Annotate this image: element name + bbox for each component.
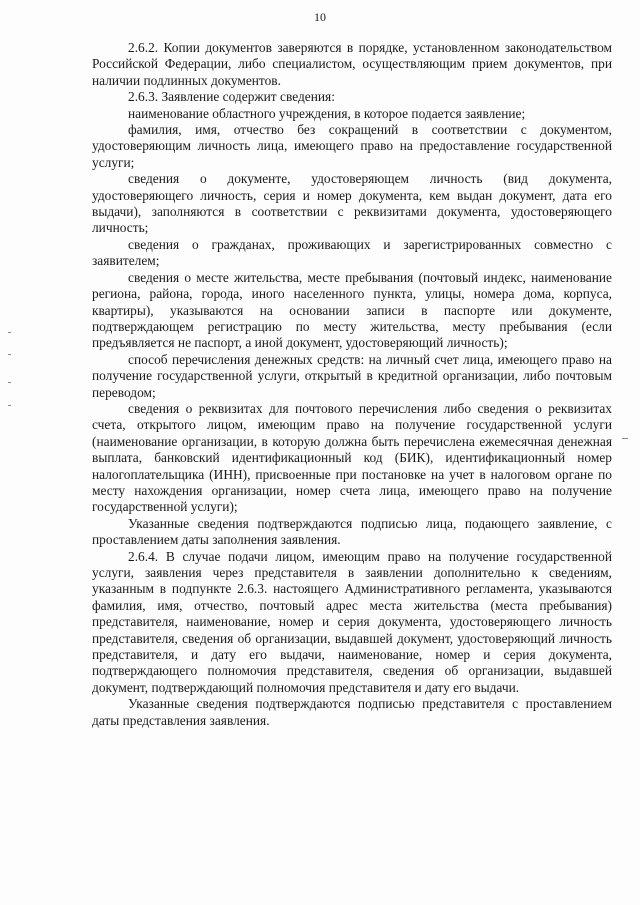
page-number: 10 — [314, 10, 326, 24]
scan-artifact — [8, 354, 11, 355]
scan-artifact — [8, 405, 11, 406]
list-item-institution-name: наименование областного учреждения, в которое подается заявление; — [128, 105, 526, 121]
list-item-identity-document: сведения о документе, удостоверяющем личность (вид документа, удостоверяющего личность, серия и номер документа, кем выдан документ, дата его выдачи), заполняются в соответствии с реквизитами документа, удостоверяющего личность; — [92, 171, 612, 236]
list-item-residence: сведения о месте жительства, месте пребывания (почтовый индекс, наименование региона, района, города, иного населенного пункта, улицы, номера дома, корпуса, квартиры), указываются на основании записи в паспорте или документе, подтверждающем регистрацию по месту жительства, месту пребывания (если предъявляется не паспорт, а иной документ, удостоверяющий личность); — [92, 269, 612, 351]
scan-artifact — [8, 332, 11, 333]
list-item-full-name: фамилия, имя, отчество без сокращений в соответствии с документом, удостоверяющим личность лица, имеющего право на предоставление государственной услуги; — [92, 122, 612, 170]
list-item-cohabitants: сведения о гражданах, проживающих и зарегистрированных совместно с заявителем; — [92, 236, 612, 269]
scan-artifact — [622, 438, 628, 439]
paragraph-2-6-2: 2.6.2. Копии документов заверяются в порядке, установленном законодательством Российской Федерации, либо специалистом, осуществляющим прием документов, при наличии подлинных документов. — [92, 40, 612, 88]
list-item-payment-method: способ перечисления денежных средств: на личный счет лица, имеющего право на получение государственной услуги, открытый в кредитной организации, либо почтовым переводом; — [92, 351, 612, 400]
list-item-bank-details: сведения о реквизитах для почтового перечисления либо сведения о реквизитах счета, открытого лицом, имеющим право на получение государственной услуги (наименование организации, в которую должна быть перечислена ежемесячная денежная выплата, банковский идентификационный код (БИК), идентификационный номер налогоплательщика (ИНН), присвоенные при постановке на учет в налоговом органе по месту нахождения организации, номер счета лица, имеющего право на получение государственной услуги); — [92, 400, 612, 515]
document-body — [92, 40, 612, 729]
paragraph-signature-applicant: Указанные сведения подтверждаются подписью лица, подающего заявление, с проставлением даты заполнения заявления. — [92, 515, 612, 548]
scan-artifact — [8, 382, 11, 383]
paragraph-2-6-4: 2.6.4. В случае подачи лицом, имеющим право на получение государственной услуги, заявления через представителя в заявлении дополнительно к сведениям, указанным в подпункте 2.6.3. настоящего Административного регламента, указываются фамилия, имя, отчество, почтовый адрес места жительства (места пребывания) представителя, наименование, номер и серия документа, удостоверяющего личность представителя, сведения об организации, выдавшей документ, удостоверяющий личность представителя, и дату его выдачи, наименование, номер и серия документа, подтверждающего полномочия представителя, сведения об организации, выдавшей документ, подтверждающий полномочия представителя и дату его выдачи. — [92, 548, 612, 695]
paragraph-signature-representative: Указанные сведения подтверждаются подписью представителя с проставлением даты представления заявления. — [92, 696, 612, 728]
paragraph-2-6-3-heading: 2.6.3. Заявление содержит сведения: — [128, 89, 335, 105]
